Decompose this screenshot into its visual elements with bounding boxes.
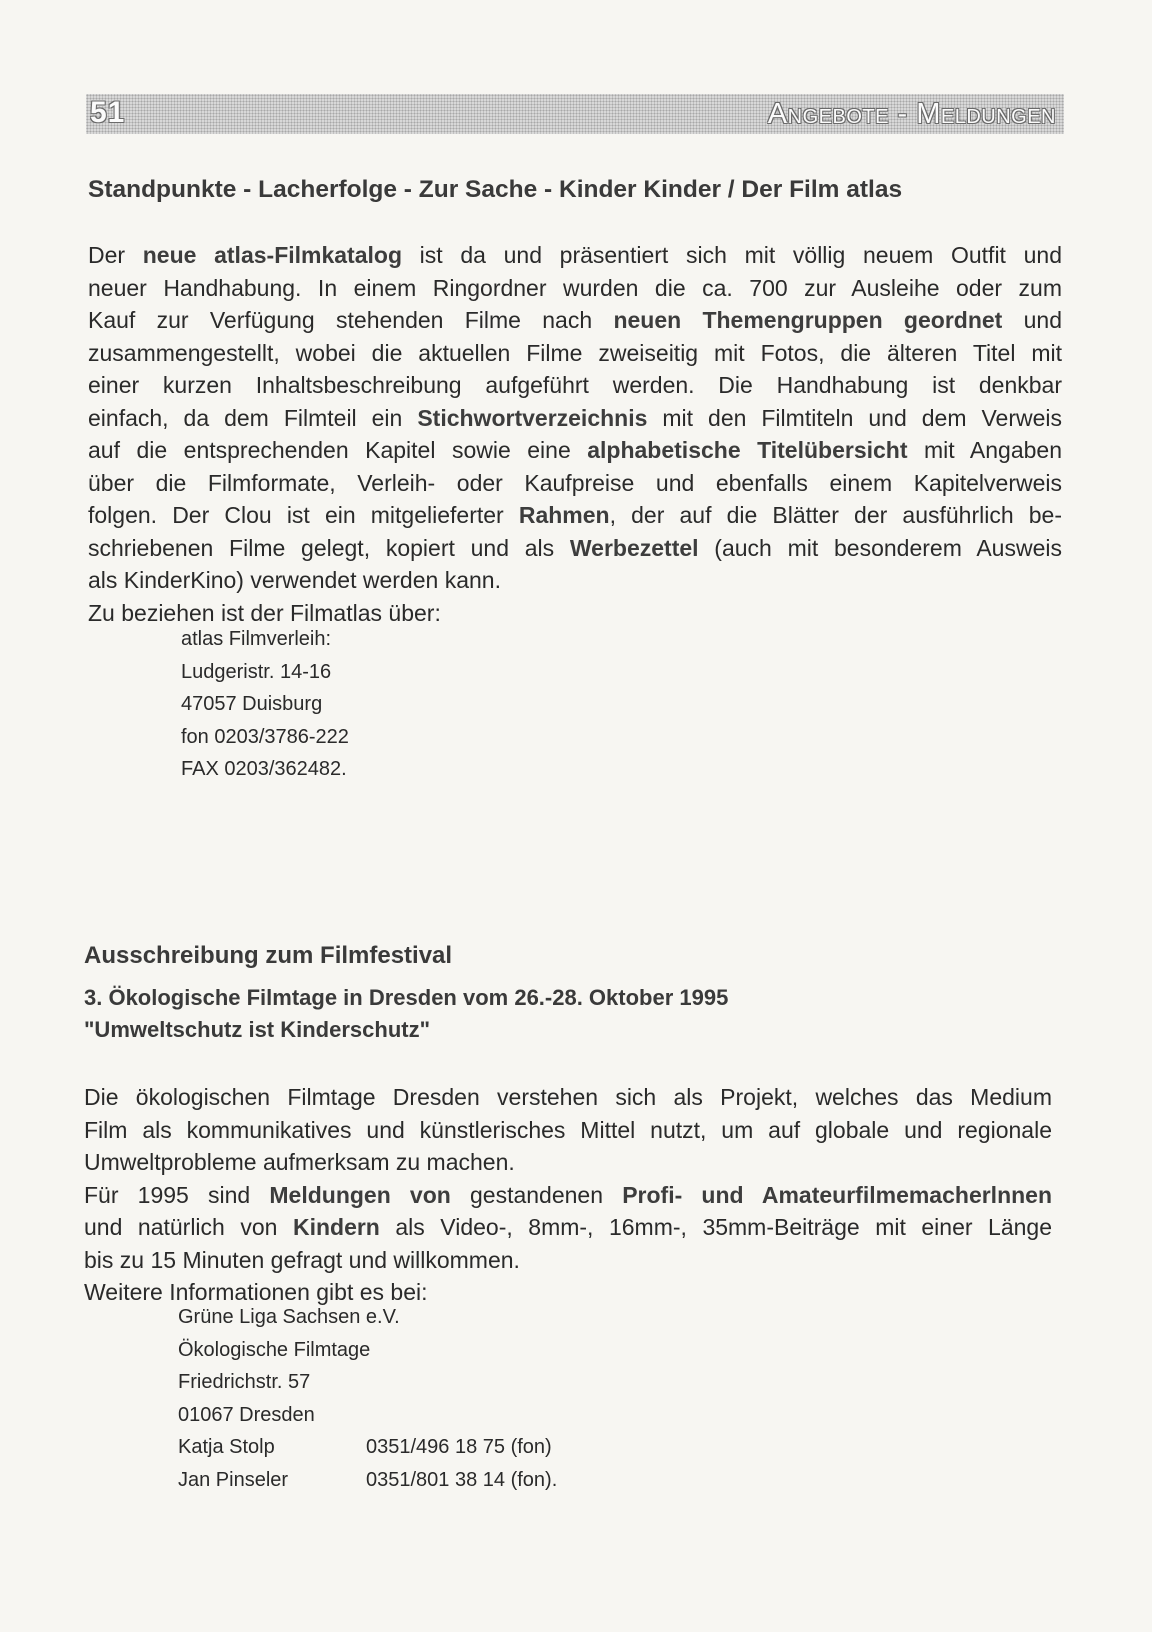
text-run: mit den Filmtiteln und dem Verweis bbox=[647, 404, 1062, 431]
text-run: zusammengestellt, wobei die aktuellen Filme zweiseitig mit Fotos, die älteren Titel mit bbox=[88, 339, 1062, 366]
text-line bbox=[88, 337, 1062, 370]
text-line bbox=[84, 1179, 1052, 1212]
address-line: Grüne Liga Sachsen e.V. bbox=[178, 1306, 400, 1328]
article-1-address bbox=[181, 623, 349, 786]
address-line: Friedrichstr. 57 bbox=[178, 1371, 311, 1393]
text-run: Film als kommunikatives und künstlerisches Mittel nutzt, um auf globale und regionale bbox=[84, 1116, 1052, 1143]
text-line bbox=[88, 304, 1062, 337]
text-run: Für 1995 sind bbox=[84, 1181, 270, 1208]
text-line bbox=[88, 532, 1062, 565]
section-label: Angebote - Meldungen bbox=[767, 98, 1056, 130]
text-run: folgen. Der Clou ist ein mitgelieferter bbox=[88, 502, 519, 528]
highlighted-term: alphabetische Titelübersicht bbox=[587, 437, 908, 463]
highlighted-term: Profi- und Amateurfilmemacherlnnen bbox=[622, 1181, 1053, 1208]
address-line: fon 0203/3786-222 bbox=[181, 725, 349, 748]
text-run: einer kurzen Inhaltsbeschreibung aufgeführt werden. Die Handhabung ist denkbar bbox=[88, 372, 1062, 398]
text-line bbox=[88, 499, 1062, 532]
text-run: und bbox=[1002, 307, 1062, 333]
text-run: , der auf die Blätter der ausführlich be- bbox=[609, 502, 1062, 528]
article-2-subtitle-1: 3. Ökologische Filmtage in Dresden vom 26.-28. Oktober 1995 bbox=[84, 985, 729, 1010]
text-run: neuer Handhabung. In einem Ringordner wurden die ca. 700 zur Ausleihe oder zum bbox=[88, 274, 1062, 301]
article-1-body bbox=[88, 239, 1062, 629]
text-run: schriebenen Filme gelegt, kopiert und als bbox=[88, 534, 570, 561]
text-line bbox=[88, 239, 1062, 272]
text-run: Kauf zur Verfügung stehenden Filme nach bbox=[88, 307, 614, 333]
text-line bbox=[84, 1146, 1052, 1179]
text-run: als Video-, 8mm-, 16mm-, 35mm-Beiträge mit einer Länge bbox=[379, 1214, 1052, 1240]
article-2-body bbox=[84, 1081, 1052, 1309]
text-run: Zu beziehen ist der Filmatlas über: bbox=[88, 599, 441, 626]
contact-name: Jan Pinseler bbox=[178, 1468, 289, 1491]
text-line bbox=[84, 1081, 1052, 1114]
text-run: gestandenen bbox=[450, 1181, 623, 1208]
highlighted-term: Stichwortverzeichnis bbox=[417, 404, 648, 431]
contact-phone: 0351/801 38 14 (fon). bbox=[366, 1468, 558, 1491]
text-run: Der bbox=[88, 242, 143, 268]
text-run: einfach, da dem Filmteil ein bbox=[88, 404, 418, 431]
text-run: als KinderKino) verwendet werden kann. bbox=[88, 567, 501, 593]
text-run: über die Filmformate, Verleih- oder Kaufpreise und ebenfalls einem Kapitelverweis bbox=[88, 469, 1062, 496]
text-run: Umweltprobleme aufmerksam zu machen. bbox=[84, 1149, 515, 1175]
page-number: 51 bbox=[90, 96, 126, 129]
address-line: 47057 Duisburg bbox=[181, 693, 323, 715]
text-run: ist da und präsentiert sich mit völlig neuem Outfit und bbox=[402, 242, 1062, 268]
text-line bbox=[84, 1244, 1052, 1277]
highlighted-term: Werbezettel bbox=[569, 534, 699, 561]
text-run: Die ökologischen Filmtage Dresden verstehen sich als Projekt, welches das Medium bbox=[84, 1084, 1052, 1110]
highlighted-term: Kindern bbox=[292, 1214, 380, 1240]
text-line bbox=[88, 564, 1062, 597]
highlighted-term: neue atlas-Filmkatalog bbox=[142, 242, 402, 268]
text-line bbox=[84, 1114, 1052, 1147]
text-line bbox=[88, 369, 1062, 402]
highlighted-term: Rahmen bbox=[518, 502, 610, 528]
text-line bbox=[88, 402, 1062, 435]
text-line bbox=[88, 467, 1062, 500]
address-line: 01067 Dresden bbox=[178, 1403, 315, 1426]
contact-phone: 0351/496 18 75 (fon) bbox=[366, 1436, 552, 1458]
address-line: Ludgeristr. 14-16 bbox=[181, 660, 332, 683]
address-line: FAX 0203/362482. bbox=[181, 758, 347, 780]
article-2-subtitle-2: "Umweltschutz ist Kinderschutz" bbox=[84, 1017, 431, 1042]
text-run: mit Angaben bbox=[907, 437, 1062, 463]
text-run: auf die entsprechenden Kapitel sowie eine bbox=[88, 437, 588, 463]
page-header-bar bbox=[86, 94, 1064, 134]
address-line: Ökologische Filmtage bbox=[178, 1338, 371, 1361]
text-run: und natürlich von bbox=[84, 1214, 293, 1240]
text-run: bis zu 15 Minuten gefragt und willkommen. bbox=[84, 1246, 520, 1273]
contact-name: Katja Stolp bbox=[178, 1436, 275, 1458]
text-run: (auch mit besonderem Ausweis bbox=[698, 534, 1062, 561]
highlighted-term: neuen Themengruppen geordnet bbox=[613, 307, 1003, 333]
address-line: atlas Filmverleih: bbox=[181, 628, 332, 650]
contact-row bbox=[178, 1464, 557, 1497]
article-2-title: Ausschreibung zum Filmfestival bbox=[84, 942, 453, 969]
contact-row bbox=[178, 1431, 557, 1464]
text-line bbox=[88, 272, 1062, 305]
article-1-title: Standpunkte - Lacherfolge - Zur Sache - Kinder Kinder / Der Film atlas bbox=[88, 176, 903, 203]
article-2-address bbox=[178, 1301, 557, 1496]
text-run: Weitere Informationen gibt es bei: bbox=[84, 1279, 428, 1305]
text-line bbox=[84, 1211, 1052, 1244]
text-line bbox=[88, 434, 1062, 467]
highlighted-term: Meldungen von bbox=[269, 1181, 451, 1208]
